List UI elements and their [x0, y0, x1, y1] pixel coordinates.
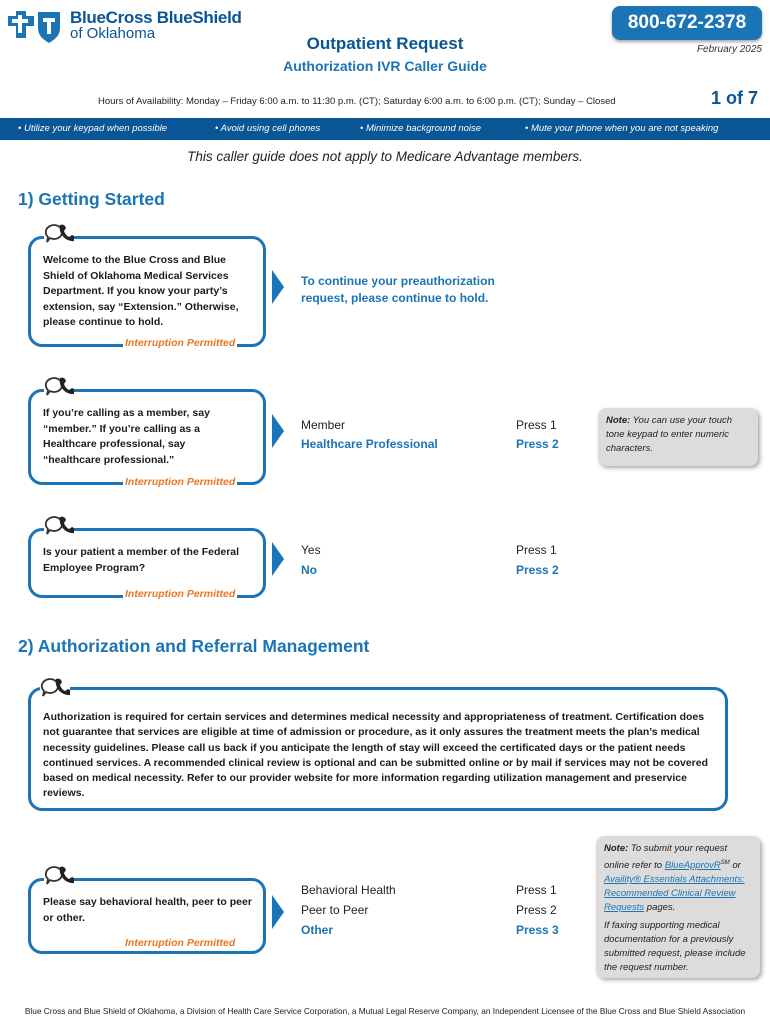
prompt-text: Welcome to the Blue Cross and Blue Shield of Oklahoma Medical Services Department. If you know your party’s extension, say “Extension.” Otherwise, please continue to hold.	[43, 254, 239, 329]
press-key: Press 3	[516, 923, 559, 937]
press-key: Press 1	[516, 543, 557, 557]
option-label: Member	[301, 418, 346, 432]
section-heading-getting-started: 1) Getting Started	[18, 189, 165, 209]
phone-icon	[44, 514, 74, 538]
phone-number-badge[interactable]: 800-672-2378	[612, 6, 762, 40]
note-label: Note:	[604, 843, 629, 854]
option-label: No	[301, 563, 317, 577]
note-paragraph	[604, 842, 752, 915]
availity-link[interactable]: Availity® Essentials Attachments: Recommended Clinical Review Requests	[604, 874, 745, 914]
note-label: Note:	[606, 415, 631, 426]
note-box	[596, 836, 760, 978]
interruption-label: Interruption Permitted	[125, 937, 236, 949]
brand-subtitle: of Oklahoma	[70, 25, 156, 42]
tip-item: • Minimize background noise	[360, 123, 482, 134]
section-heading-authorization: 2) Authorization and Referral Management	[18, 636, 370, 656]
option-label: Peer to Peer	[301, 903, 369, 917]
note-text: pages.	[644, 902, 676, 914]
info-text: Authorization is required for certain services and determines medical necessity and appropriateness of treatment. Certification does not guarantee that services are eligible at time of admission or procedure, as it only assures the treatment meets the plan’s medical necessity guidelines. Please call us back if you anticipate the length of stay will exceed the certificated days or the patient needs continued services. A recommended clinical review is optional and can be submitted online or by mail if services may not be covered based on medical necessity. Refer to our provider website for more information regarding utilization management and preservice reviews.	[43, 711, 709, 800]
interruption-label: Interruption Permitted	[125, 337, 236, 349]
prompt-text: Is your patient a member of the Federal Employee Program?	[43, 546, 240, 574]
tip-item: • Utilize your keypad when possible	[18, 123, 168, 134]
flow-arrow	[272, 542, 284, 576]
interruption-label: Interruption Permitted	[125, 588, 236, 600]
phone-icon	[44, 222, 74, 246]
prompt-card	[28, 236, 266, 347]
hours-of-availability: Hours of Availability: Monday – Friday 6:00 a.m. to 11:30 p.m. (CT); Saturday 6:00 a.m. to 6:00 p.m. (CT); Sunday – Closed	[98, 96, 616, 107]
note-text: You can use your touch tone keypad to enter numeric characters.	[606, 415, 733, 454]
press-key: Press 1	[516, 883, 557, 897]
service-mark: SM	[720, 860, 730, 866]
note-text: To submit your request online refer to	[604, 843, 728, 872]
option-label: Behavioral Health	[301, 883, 396, 897]
tips-bar	[0, 118, 770, 140]
note-text: or	[729, 860, 741, 872]
phone-icon	[44, 375, 74, 399]
prompt-text: If you’re calling as a member, say “member.” If you’re calling as a Healthcare professional, say “healthcare professional.”	[43, 407, 210, 466]
flow-arrow	[272, 414, 284, 448]
press-key: Press 2	[516, 903, 557, 917]
flow-arrow	[272, 270, 284, 304]
note-paragraph-fax: If faxing supporting medical documentation for a previously submitted request, please include the request number.	[604, 920, 746, 974]
press-key: Press 2	[516, 437, 559, 451]
blueapprovr-link[interactable]: BlueApprovR	[664, 860, 721, 872]
document-date: February 2025	[696, 44, 762, 55]
option-label: Yes	[301, 543, 321, 557]
press-key: Press 1	[516, 418, 557, 432]
prompt-card	[28, 389, 266, 488]
flow-arrow	[272, 895, 284, 929]
prompt-card	[28, 878, 266, 954]
prompt-text: Please say behavioral health, peer to peer or other.	[43, 896, 252, 924]
phone-icon	[44, 864, 74, 888]
interruption-label: Interruption Permitted	[125, 476, 236, 488]
phone-icon	[40, 676, 70, 700]
tip-item: • Avoid using cell phones	[215, 123, 321, 134]
info-card	[28, 687, 728, 811]
prompt-card	[28, 528, 266, 598]
option-label: Healthcare Professional	[301, 437, 438, 451]
footer-disclaimer: Blue Cross and Blue Shield of Oklahoma, a Division of Health Care Service Corporation, a Mutual Legal Reserve Company, an Independent Licensee of the Blue Cross and Blue Shield Association	[24, 1006, 746, 1016]
page-number: 1 of 7	[710, 88, 758, 108]
page-subtitle: Authorization IVR Caller Guide	[283, 58, 487, 74]
response-text: To continue your preauthorization request, please continue to hold.	[301, 274, 495, 305]
note-box	[598, 408, 758, 466]
tip-item: • Mute your phone when you are not speaking	[525, 123, 719, 134]
press-key: Press 2	[516, 563, 559, 577]
brand-name: BlueCross BlueShield	[70, 8, 242, 27]
page-title: Outpatient Request	[306, 34, 464, 53]
option-label: Other	[301, 923, 334, 937]
medicare-notice: This caller guide does not apply to Medicare Advantage members.	[187, 149, 583, 164]
